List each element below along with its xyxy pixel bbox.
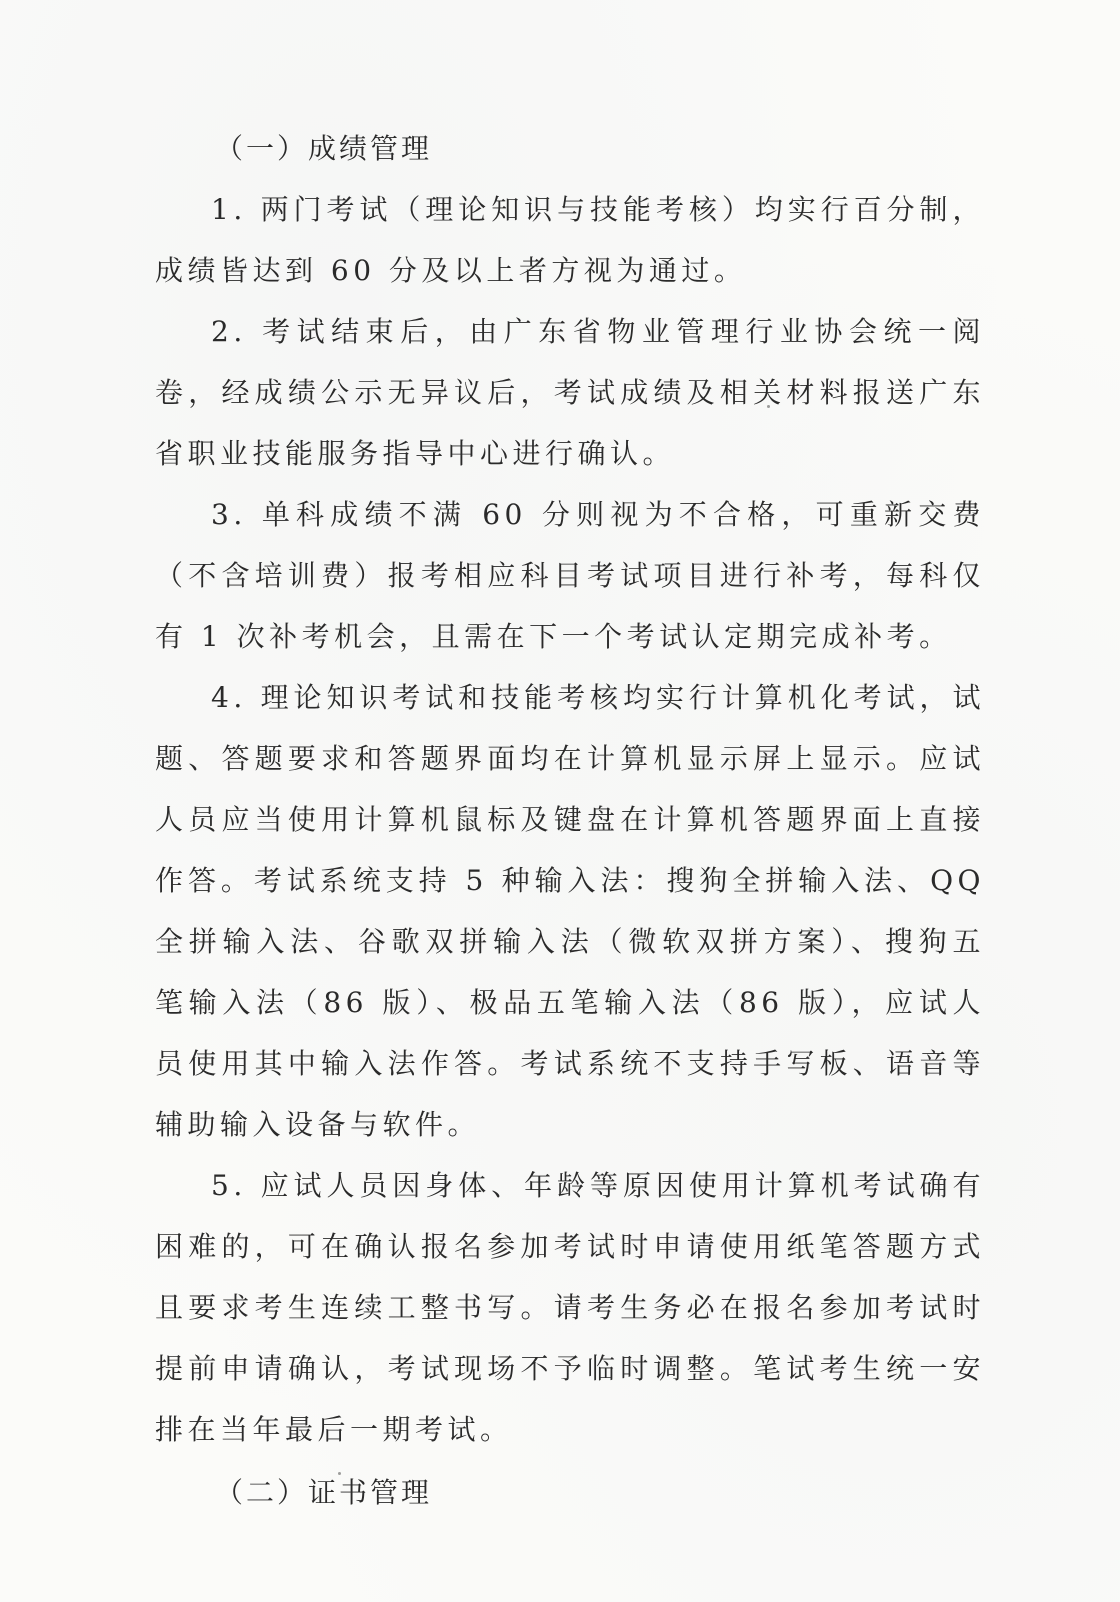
section-heading-score-management: （一）成绩管理 [215,132,433,165]
paragraph-5: 5. 应试人员因身体、年龄等原因使用计算机考试确有困难的，可在确认报名参加考试时申请使用纸笔答题方式且要求考生连续工整书写。请考生务必在报名参加考试时提前申请确认，考试现场不予临时调整。笔试考生统一安排在当年最后一期考试。 [155,1169,985,1446]
section-heading-certificate-management: （二）证书管理 [215,1476,433,1509]
document-body [155,118,985,1523]
paragraph-1: 1. 两门考试（理论知识与技能考核）均实行百分制，成绩皆达到 60 分及以上者方视为通过。 [155,193,985,287]
paragraph-2: 2. 考试结束后，由广东省物业管理行业协会统一阅卷，经成绩公示无异议后，考试成绩及相关材料报送广东省职业技能服务指导中心进行确认。 [155,315,985,470]
paragraph-3: 3. 单科成绩不满 60 分则视为不合格，可重新交费（不含培训费）报考相应科目考试项目进行补考，每科仅有 1 次补考机会，且需在下一个考试认定期完成补考。 [155,498,985,653]
paragraph-4: 4. 理论知识考试和技能考核均实行计算机化考试，试题、答题要求和答题界面均在计算机显示屏上显示。应试人员应当使用计算机鼠标及键盘在计算机答题界面上直接作答。考试系统支持 5 种输入法：搜狗全拼输入法、QQ 全拼输入法、谷歌双拼输入法（微软双拼方案）、搜狗五笔输入法（86 版）、极品五笔输入法（86 版），应试人员使用其中输入法作答。考试系统不支持手写板、语音等辅助输入设备与软件。 [155,681,985,1141]
